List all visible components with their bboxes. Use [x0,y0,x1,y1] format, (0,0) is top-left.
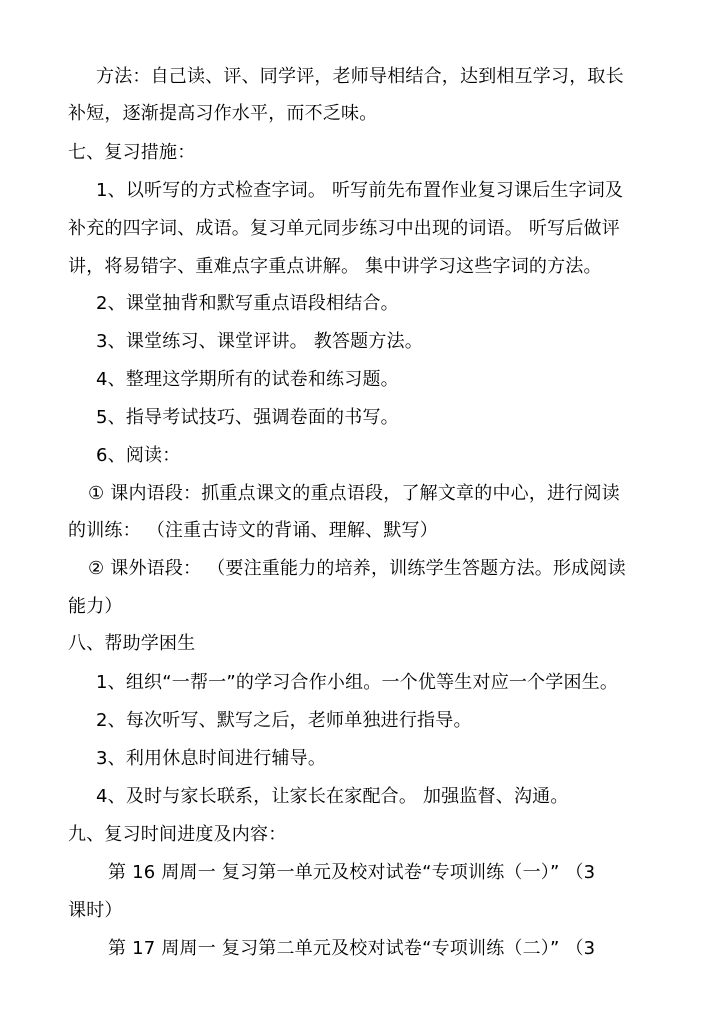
reading-in-class-line-1: ① 课内语段：抓重点课文的重点语段，了解文章的中心，进行阅读 [88,483,620,504]
section-heading-schedule: 九、复习时间进度及内容： [68,824,287,845]
schedule-week-16-line-2: 课时） [68,900,123,921]
reading-in-class-line-2: 的训练： （注重古诗文的背诵、理解、默写） [68,520,438,541]
reading-extracurricular-line-2: 能力） [68,596,123,617]
measure-item-1-line-2: 补充的四字词、成语。复习单元同步练习中出现的词语。 听写后做评 [68,218,620,239]
help-item-2: 2、每次听写、默写之后，老师单独进行指导。 [96,710,472,731]
section-heading-review-measures: 七、复习措施： [68,142,196,163]
help-item-1: 1、组织“一帮一”的学习合作小组。一个优等生对应一个学困生。 [96,672,619,693]
help-item-4: 4、及时与家长联系，让家长在家配合。 加强监督、沟通。 [96,786,569,807]
measure-item-4: 4、整理这学期所有的试卷和练习题。 [96,369,399,390]
measure-item-1-line-3: 讲，将易错字、重难点字重点讲解。 集中讲学习这些字词的方法。 [68,256,602,277]
measure-item-5: 5、指导考试技巧、强调卷面的书写。 [96,407,399,428]
help-item-3: 3、利用休息时间进行辅导。 [96,748,327,769]
schedule-week-16-line-1: 第 16 周周一 复习第一单元及校对试卷“专项训练（一）” （3 [108,862,596,883]
reading-extracurricular-line-1: ② 课外语段： （要注重能力的培养，训练学生答题方法。形成阅读 [88,558,626,579]
section-heading-help-students: 八、帮助学困生 [68,633,196,654]
measure-item-1-line-1: 1、以听写的方式检查字词。 听写前先布置作业复习课后生字词及 [96,180,624,201]
measure-item-3: 3、课堂练习、课堂评讲。 教答题方法。 [96,331,423,352]
schedule-week-17-line-1: 第 17 周周一 复习第二单元及校对试卷“专项训练（二）” （3 [108,938,596,959]
measure-item-2: 2、课堂抽背和默写重点语段相结合。 [96,293,399,314]
paragraph-method-line-1: 方法：自己读、评、同学评，老师导相结合，达到相互学习，取长 [96,66,624,87]
paragraph-method-line-2: 补短，逐渐提高习作水平，而不乏味。 [68,103,378,124]
measure-item-6: 6、阅读： [96,445,181,466]
